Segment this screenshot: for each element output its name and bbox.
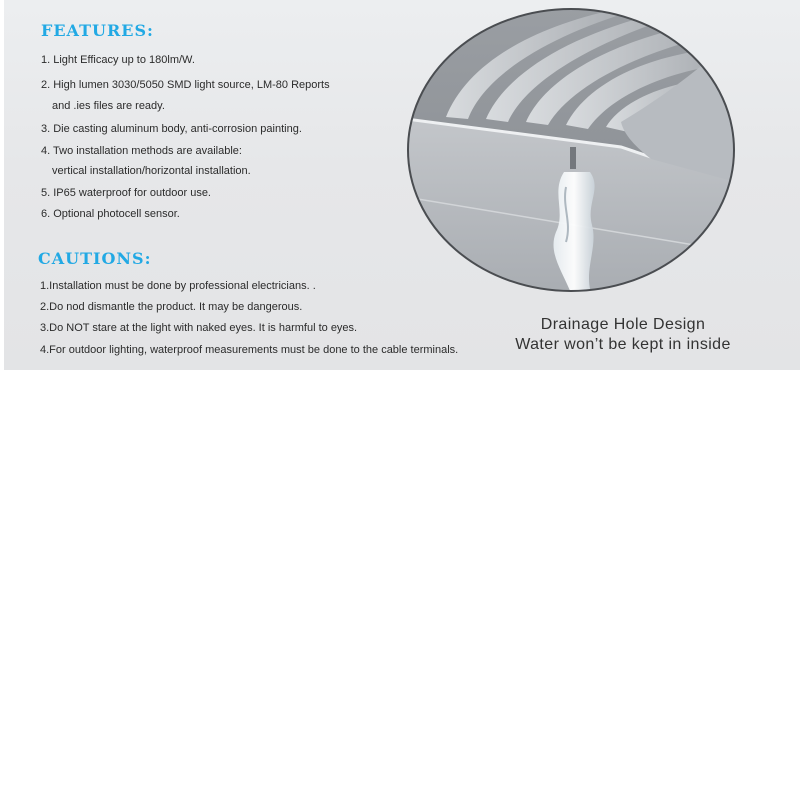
feature-item-3: 3. Die casting aluminum body, anti-corrosion painting. <box>41 123 302 135</box>
cautions-heading: CAUTIONS: <box>38 249 152 268</box>
feature-item-2: 2. High lumen 3030/5050 SMD light source, LM-80 Reports and .ies files are ready. <box>41 79 330 112</box>
feature-item-5: 5. IP65 waterproof for outdoor use. <box>41 187 211 199</box>
feature-item-6: 6. Optional photocell sensor. <box>41 208 180 220</box>
feature-item-4: 4. Two installation methods are available: vertical installation/horizontal installation. <box>41 145 251 177</box>
caution-item-1: 1.Installation must be done by professional electricians. . <box>40 280 316 292</box>
features-heading: FEATURES: <box>41 21 154 40</box>
drainage-caption-title: Drainage Hole Design <box>540 316 706 333</box>
caution-item-2: 2.Do nod dismantle the product. It may be dangerous. <box>40 301 303 313</box>
caution-item-3: 3.Do NOT stare at the light with naked eyes. It is harmful to eyes. <box>40 322 358 334</box>
caution-item-4: 4.For outdoor lighting, waterproof measurements must be done to the cable terminals. <box>40 344 459 356</box>
drainage-hole-closeup-image <box>406 7 736 293</box>
drainage-caption-subtitle: Water won’t be kept in inside <box>515 336 731 353</box>
feature-item-1: 1. Light Efficacy up to 180lm/W. <box>41 54 195 66</box>
